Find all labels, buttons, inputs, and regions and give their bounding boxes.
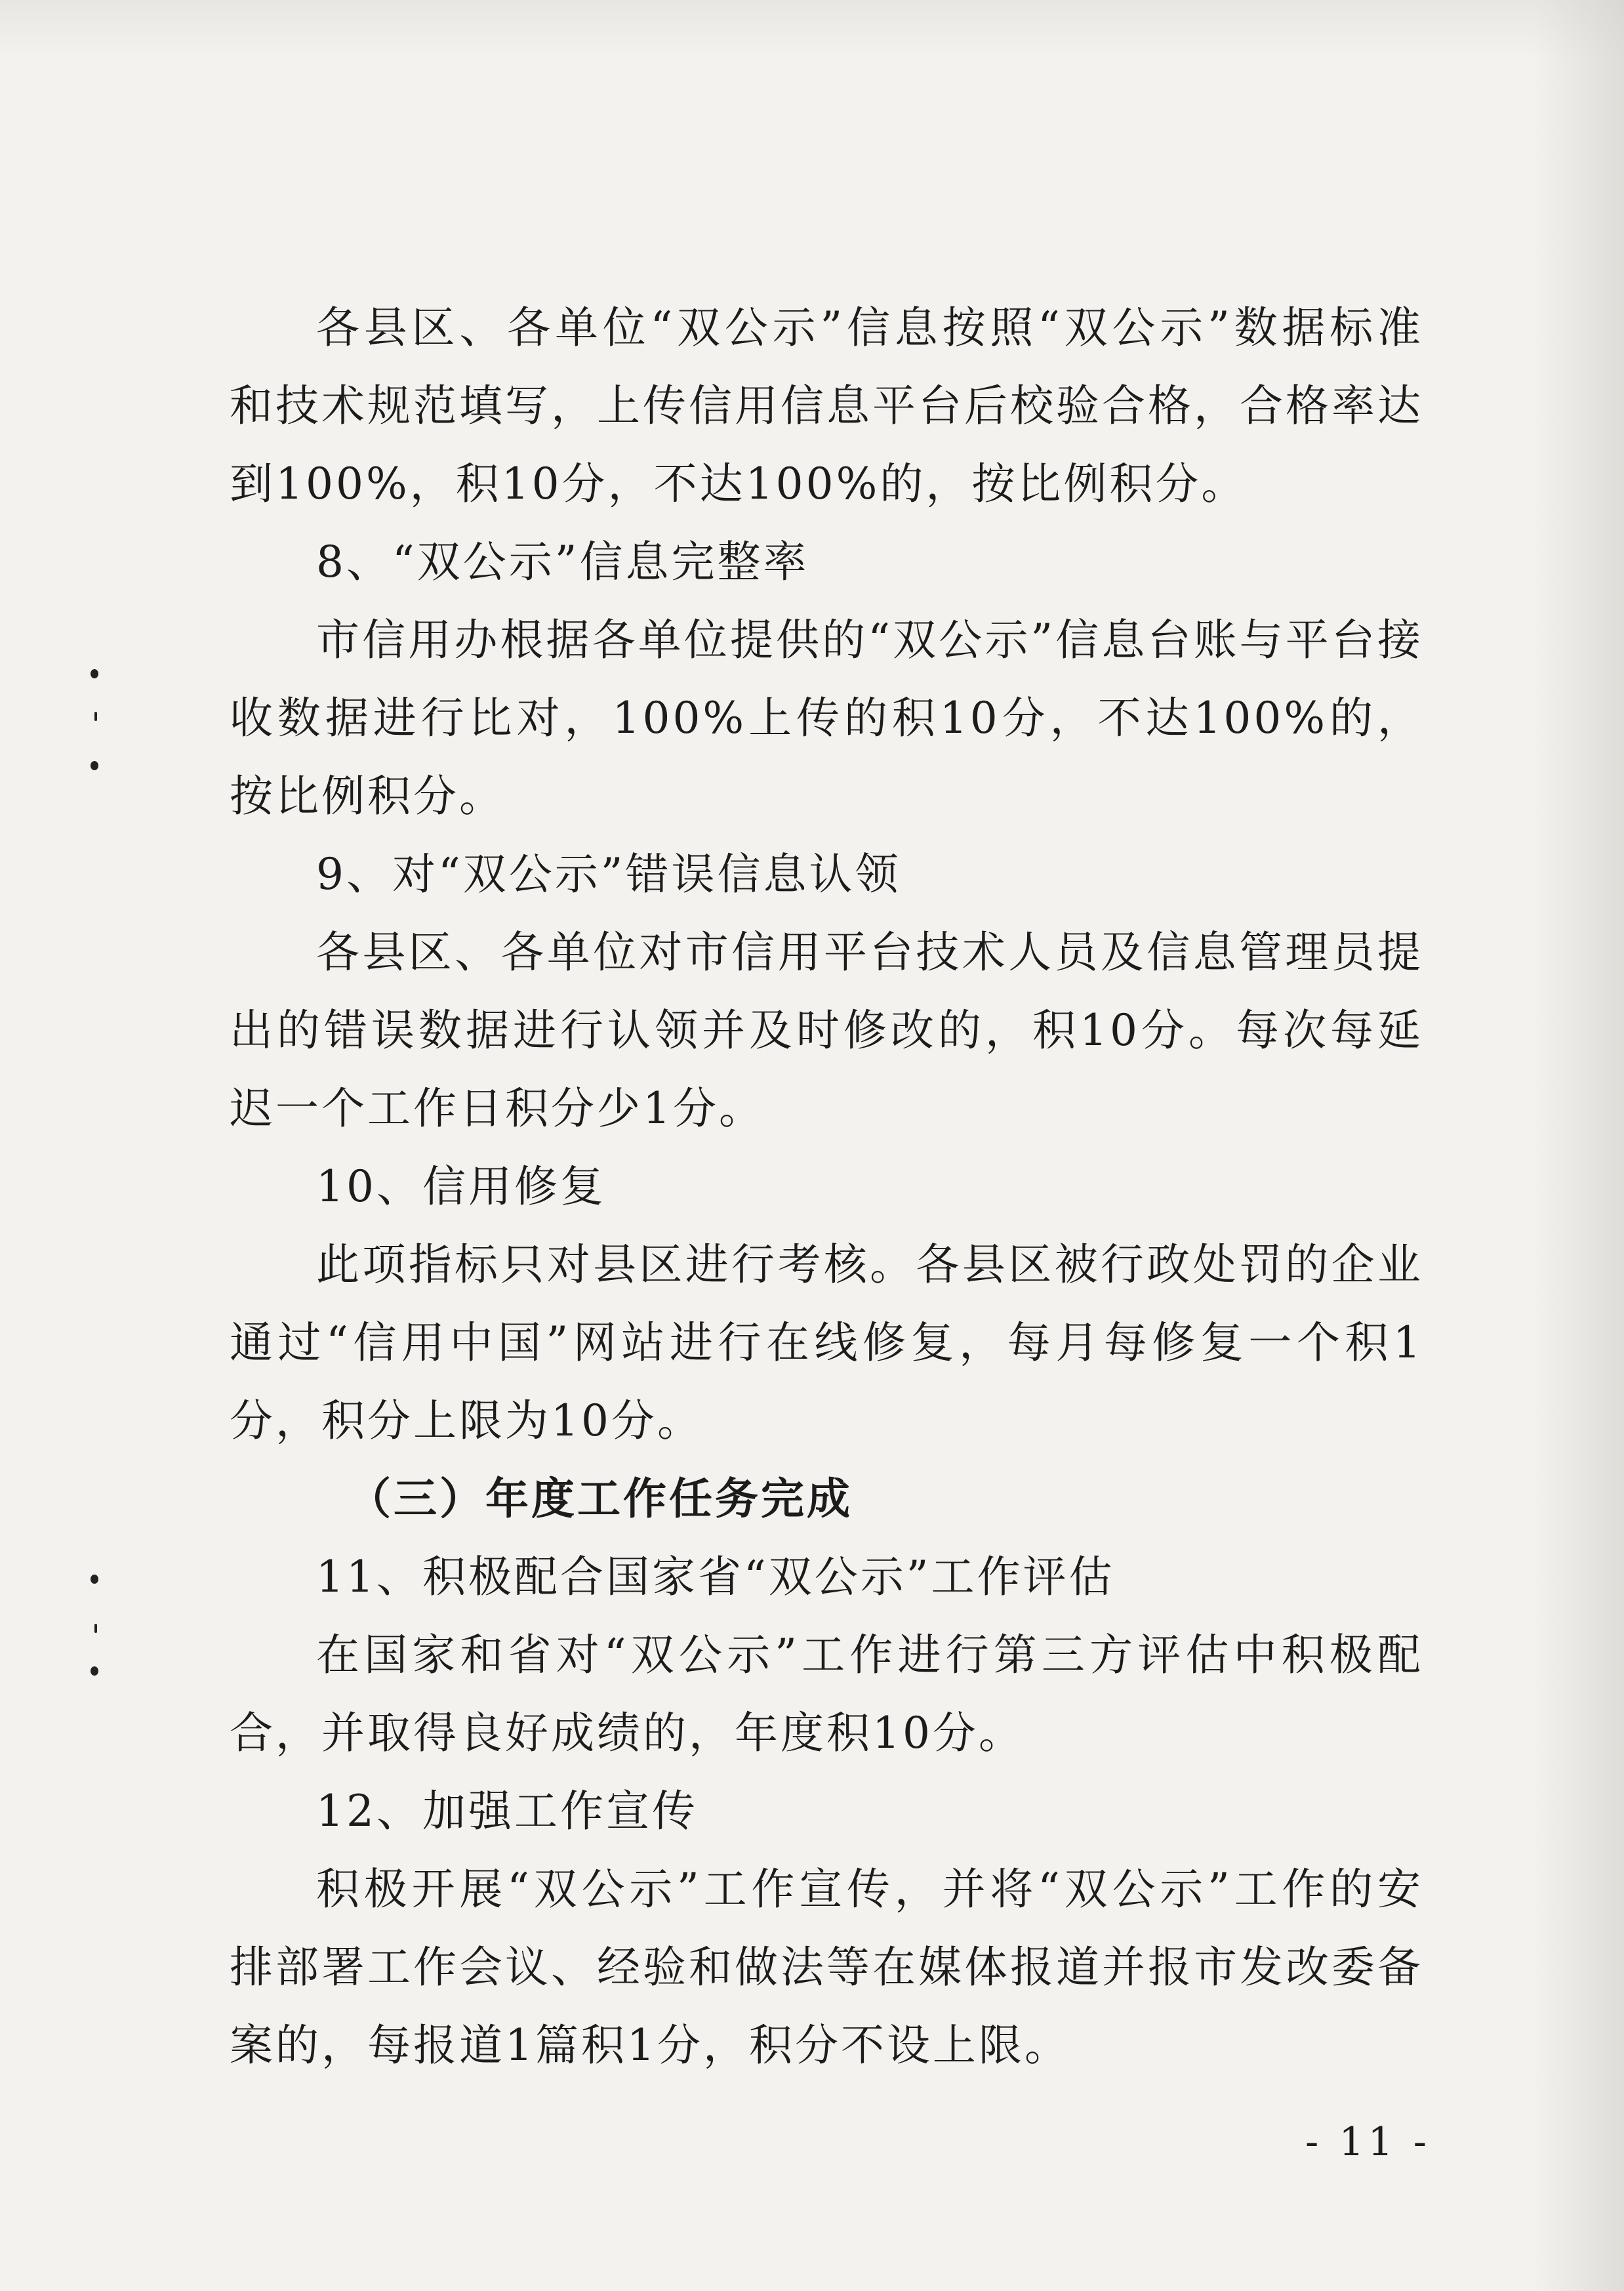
binding-tick: [94, 1624, 97, 1633]
binding-hole: [91, 761, 98, 770]
document-body: [230, 289, 1423, 2084]
paragraph-evaluation: 在国家和省对“双公示”工作进行第三方评估中积极配合，并取得良好成绩的，年度积10分。: [230, 1630, 1423, 1758]
item-heading-10: 10、信用修复: [316, 1161, 606, 1212]
page-top-shadow: [0, 0, 1624, 59]
section-heading-3: （三）年度工作任务完成: [348, 1473, 853, 1524]
paragraph-error-claim: 各县区、各单位对市信用平台技术人员及信息管理员提出的错误数据进行认领并及时修改的，积10分。每次每延迟一个工作日积分少1分。: [230, 927, 1423, 1134]
page-number: - 11 -: [1305, 2119, 1431, 2165]
item-heading-12: 12、加强工作宣传: [316, 1786, 698, 1836]
binding-marks-lower: [91, 1568, 104, 1686]
item-heading-8: 8、“双公示”信息完整率: [316, 537, 809, 587]
page-edge-shadow: [1532, 0, 1624, 2291]
paragraph-completeness: 市信用办根据各单位提供的“双公示”信息台账与平台接收数据进行比对，100%上传的积10分，不达100%的，按比例积分。: [230, 615, 1423, 821]
binding-marks-upper: [91, 663, 104, 781]
item-heading-11: 11、积极配合国家省“双公示”工作评估: [316, 1552, 1115, 1602]
paragraph-publicity: 积极开展“双公示”工作宣传，并将“双公示”工作的安排部署工作会议、经验和做法等在媒体报道并报市发改委备案的，每报道1篇积1分，积分不设上限。: [230, 1864, 1423, 2071]
binding-hole: [91, 669, 98, 678]
item-heading-9: 9、对“双公示”错误信息认领: [316, 849, 901, 899]
paragraph-credit-repair: 此项指标只对县区进行考核。各县区被行政处罚的企业通过“信用中国”网站进行在线修复，每月每修复一个积1分，积分上限为10分。: [230, 1239, 1423, 1446]
binding-hole: [91, 1575, 98, 1584]
paragraph-upload-accuracy: 各县区、各单位“双公示”信息按照“双公示”数据标准和技术规范填写，上传信用信息平台后校验合格，合格率达到100%，积10分，不达100%的，按比例积分。: [230, 302, 1423, 509]
binding-tick: [94, 712, 97, 721]
binding-hole: [91, 1666, 98, 1676]
